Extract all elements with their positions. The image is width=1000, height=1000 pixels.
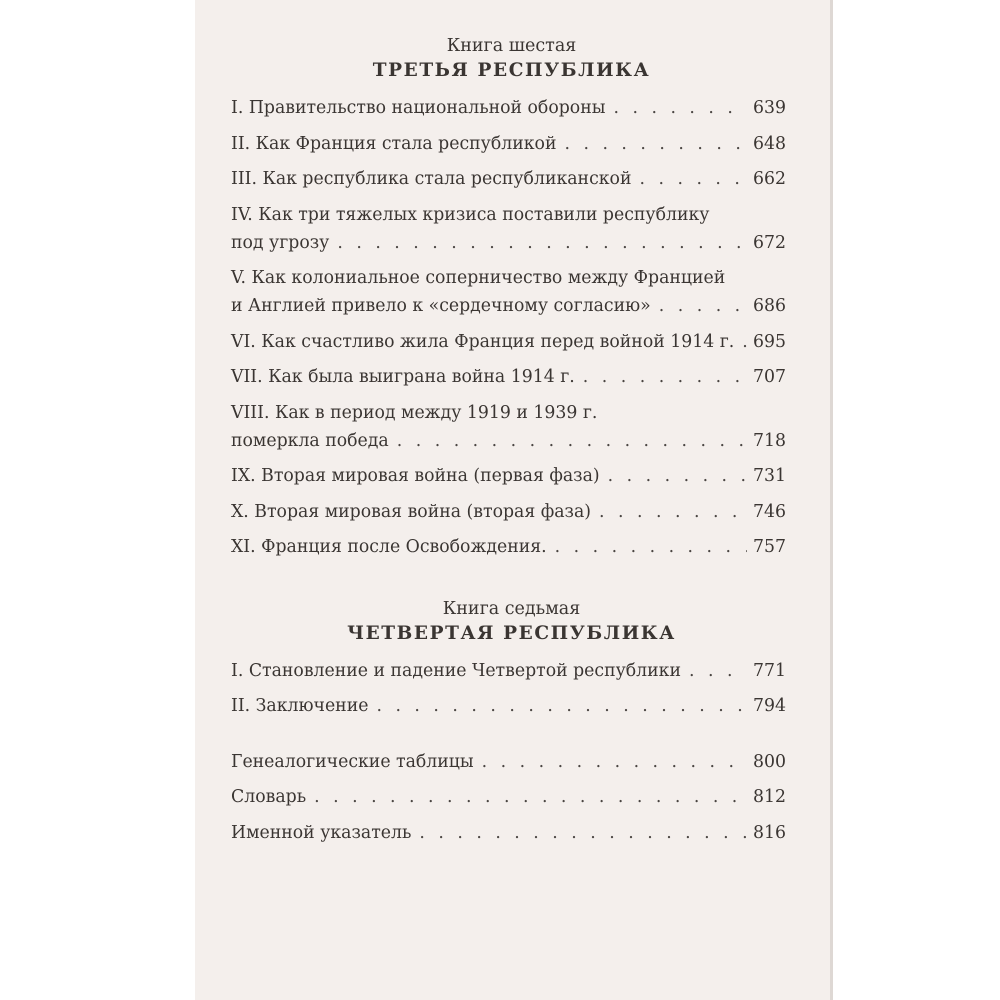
leader-dots — [689, 657, 747, 685]
entry-page: 648 — [753, 133, 786, 154]
entry-title: XI. Франция после Освобождения. — [231, 537, 547, 557]
toc-entry — [231, 657, 786, 685]
toc-entry — [231, 165, 786, 193]
entry-title: под угрозу — [231, 232, 330, 253]
entry-page: 731 — [753, 466, 786, 486]
leader-dots — [742, 328, 747, 356]
toc-entry — [231, 399, 786, 455]
leader-dots — [613, 94, 747, 122]
section-spacer — [231, 569, 786, 597]
entry-page: 718 — [753, 430, 786, 451]
entry-page: 672 — [753, 232, 786, 253]
entry-title: I. Становление и падение Четвертой республики — [231, 660, 681, 681]
leader-dots — [599, 498, 747, 526]
toc-entry — [231, 692, 786, 720]
entry-title: Генеалогические таблицы — [231, 751, 474, 772]
entry-title: VI. Как счастливо жила Франция перед войной 1914 г. — [231, 331, 735, 352]
entry-title: II. Как Франция стала республикой — [231, 133, 557, 154]
toc-entry — [231, 783, 786, 811]
toc-entry — [231, 462, 786, 490]
entry-page: 800 — [753, 751, 786, 772]
entry-title: и Англией привело к «сердечному согласию» — [231, 296, 651, 316]
page-edge — [830, 0, 833, 1000]
leader-dots — [608, 462, 747, 490]
appendix-entries — [231, 748, 786, 847]
book-six-section — [231, 34, 786, 561]
leader-dots — [583, 363, 747, 391]
toc-entry — [231, 363, 786, 391]
entry-title: X. Вторая мировая война (вторая фаза) — [231, 501, 592, 522]
entry-title: Словарь — [231, 787, 307, 807]
appendix-section — [231, 748, 786, 847]
entry-title: I. Правительство национальной обороны — [231, 98, 606, 118]
book-seven-title: ЧЕТВЕРТАЯ РЕСПУБЛИКА — [347, 622, 676, 644]
leader-dots — [639, 165, 747, 193]
book-six-subtitle: Книга шестая — [446, 36, 577, 56]
leader-dots — [397, 427, 747, 455]
entry-page: 707 — [753, 367, 786, 387]
table-of-contents — [231, 34, 786, 854]
leader-dots — [482, 748, 747, 776]
entry-title: II. Заключение — [231, 696, 369, 716]
entry-page: 662 — [753, 169, 786, 189]
toc-entry — [231, 328, 786, 356]
book-seven-subtitle: Книга седьмая — [442, 598, 581, 619]
leader-dots — [419, 819, 747, 847]
toc-entry — [231, 748, 786, 776]
entry-title-line1: V. Как колониальное соперничество между Францией — [231, 268, 726, 288]
entry-title-line1: IV. Как три тяжелых кризиса поставили республику — [231, 204, 710, 225]
leader-dots — [659, 292, 747, 320]
entry-page: 816 — [753, 822, 786, 843]
toc-entry — [231, 201, 786, 257]
leader-dots — [337, 229, 747, 257]
leader-dots — [564, 130, 747, 158]
entry-page: 746 — [753, 501, 786, 522]
leader-dots — [555, 533, 747, 561]
leader-dots — [376, 692, 747, 720]
entry-title-line1: VIII. Как в период между 1919 и 1939 г. — [231, 402, 598, 423]
entry-title: померкла победа — [231, 430, 389, 451]
book-seven-section — [231, 597, 786, 721]
section-spacer — [231, 728, 786, 748]
entry-page: 695 — [753, 331, 786, 352]
toc-entry — [231, 94, 786, 122]
toc-entry — [231, 130, 786, 158]
toc-entry — [231, 533, 786, 561]
book-seven-entries — [231, 657, 786, 721]
leader-dots — [314, 783, 747, 811]
entry-page: 794 — [753, 696, 786, 716]
entry-title: III. Как республика стала республиканской — [231, 169, 632, 189]
toc-entry — [231, 498, 786, 526]
entry-page: 757 — [753, 537, 786, 557]
entry-title: Именной указатель — [231, 822, 412, 843]
book-six-title: ТРЕТЬЯ РЕСПУБЛИКА — [372, 60, 651, 81]
entry-page: 771 — [753, 660, 786, 681]
entry-page: 812 — [753, 787, 786, 807]
entry-title: IX. Вторая мировая война (первая фаза) — [231, 466, 600, 486]
book-six-entries — [231, 94, 786, 561]
entry-title: VII. Как была выиграна война 1914 г. — [231, 367, 575, 387]
toc-entry — [231, 819, 786, 847]
entry-page: 686 — [753, 296, 786, 316]
entry-page: 639 — [753, 98, 786, 118]
toc-entry — [231, 264, 786, 320]
